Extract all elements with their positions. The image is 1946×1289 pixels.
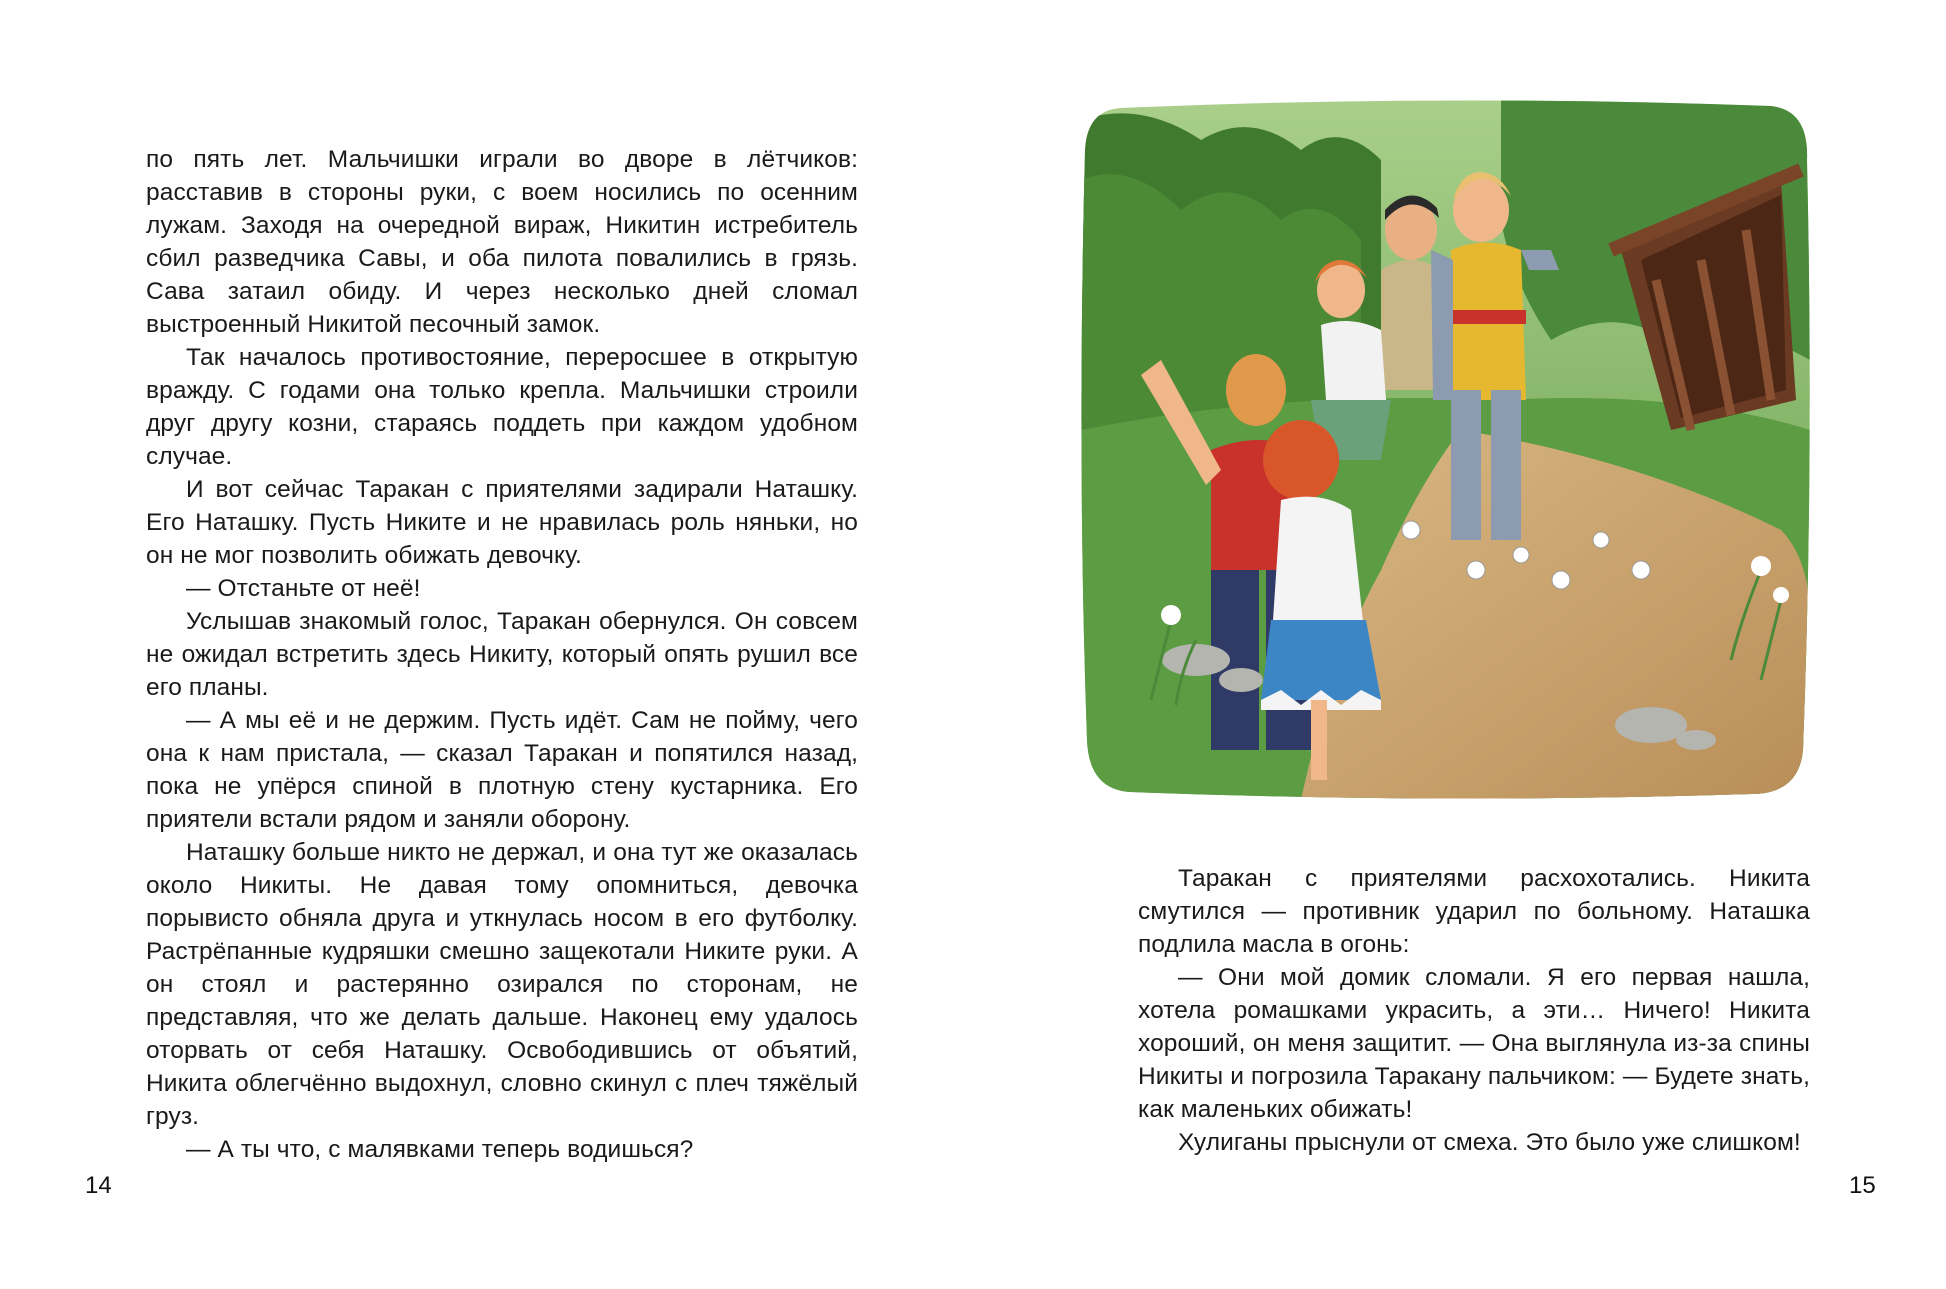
paragraph: Так началось противостояние, переросшее в открытую вражду. С годами она только крепла. Мальчишки строили друг другу козни, стараясь поддеть при каждом удобном случае. [146, 344, 858, 470]
right-page [973, 0, 1946, 1289]
paragraph: Наташку больше никто не держал, и она тут же оказалась около Никиты. Не давая тому опомниться, девочка порывисто обняла друга и уткнулась носом в его футболку. Растрёпанные кудряшки смешно защекотали Никите руки. А он стоял и растерянно озирался по сторонам, не представляя, что же делать дальше. Наконец ему удалось оторвать от себя Наташку. Освободившись от объятий, Никита облегчённо выдохнул, словно скинул с плеч тяжёлый груз. [146, 839, 858, 1130]
paragraph: — Отстаньте от неё! [186, 575, 421, 602]
paragraph: И вот сейчас Таракан с приятелями задирали Наташку. Его Наташку. Пусть Никите и не нравилась роль няньки, но он не мог позволить обижать девочку. [146, 476, 858, 569]
paragraph: Таракан с приятелями расхохотались. Никита смутился — противник ударил по больному. Наташка подлила масла в огонь: [1138, 865, 1810, 958]
paragraph: Услышав знакомый голос, Таракан обернулся. Он совсем не ожидал встретить здесь Никиту, который опять рушил все его планы. [146, 608, 858, 701]
page-number-right: 15 [1849, 1172, 1876, 1199]
left-page-text [146, 143, 858, 1166]
paragraph: — А мы её и не держим. Пусть идёт. Сам не пойму, чего она к нам пристала, — сказал Таракан и попятился назад, пока не упёрся спиной в плотную стену кустарника. Его приятели встали рядом и заняли оборону. [146, 707, 858, 833]
paragraph: по пять лет. Мальчишки играли во дворе в лётчиков: расставив в стороны руки, с воем носились по осенним лужам. Заходя на очередной вираж, Никитин истребитель сбил разведчика Савы, и оба пилота повалились в грязь. Сава затаил обиду. И через несколько дней сломал выстроенный Никитой песочный замок. [146, 146, 858, 338]
paragraph: — Они мой домик сломали. Я его первая нашла, хотела ромашками украсить, а эти… Ничего! Никита хороший, он меня защитит. — Она выглянула из-за спины Никиты и погрозила Таракану пальчиком: — Будете знать, как маленьких обижать! [1138, 964, 1810, 1123]
page-number-left: 14 [85, 1172, 112, 1199]
right-page-text [1138, 862, 1810, 1159]
paragraph: Хулиганы прыснули от смеха. Это было уже слишком! [1178, 1129, 1801, 1156]
story-illustration [1081, 100, 1810, 800]
paragraph: — А ты что, с малявками теперь водишься? [186, 1136, 694, 1163]
